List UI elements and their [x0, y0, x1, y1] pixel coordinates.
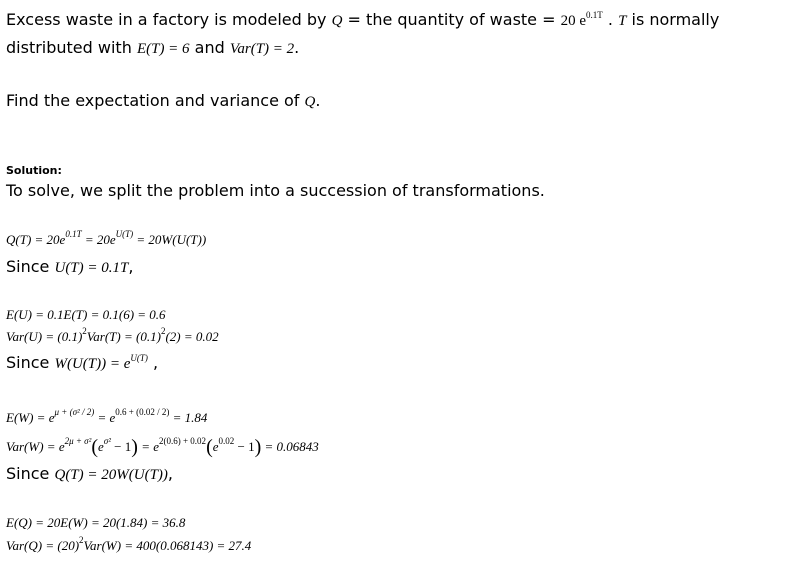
problem-text: = the quantity of waste =: [347, 10, 556, 29]
since-line-2: Since $W(U(T)) = e^{U(T)}$ ,: [6, 353, 159, 372]
variance-t-expression: Var(T) = 2: [229, 41, 295, 57]
equation-mean-w: $E(W) = e^{\mu + (\sigma^2 / 2)} = e^{0.6 + (0.02 / 2)} = 1.84$: [6, 407, 208, 425]
equation-mean-q: E(Q) = 20E(W) = 20(1.84) = 36.8: [6, 515, 186, 530]
waste-formula: 20 $e^{0.1T}$: [560, 10, 603, 29]
u-transform-expression: U(T) = 0.1T: [54, 260, 129, 276]
problem-text: is normally: [631, 10, 720, 29]
problem-line-2: distributed with E(T) = 6 and Var(T) = 2.: [6, 38, 300, 57]
question-text: Find the expectation and variance of: [6, 91, 300, 110]
problem-text: Excess waste in a factory is modeled by: [6, 10, 327, 29]
problem-text: distributed with: [6, 38, 132, 57]
equation-var-w: $Var(W) = e^{2\mu + \sigma^2}(e^{\sigma^2} - 1) = e^{2(0.6) + 0.02}(e^{0.02} - 1) = 0.06843$: [6, 436, 319, 458]
variable-q: Q: [331, 13, 343, 29]
equation-var-u: $Var(U) = (0.1)^2Var(T) = (0.1)^2(2) = 0.02$: [6, 326, 219, 344]
solution-intro: To solve, we split the problem into a succession of transformations.: [6, 181, 545, 200]
question-line: Find the expectation and variance of Q.: [6, 91, 321, 110]
since-line-3: Since Q(T) = 20W(U(T)),: [6, 464, 174, 483]
equation-var-q: $Var(Q) = (20)^2Var(W) = 400(0.068143) = 27.4$: [6, 535, 252, 553]
variable-t: T: [618, 13, 627, 29]
solution-heading: Solution:: [6, 164, 62, 177]
q-transform-expression: Q(T) = 20W(U(T)): [54, 467, 168, 483]
equation-mean-u: E(U) = 0.1E(T) = 0.1(6) = 0.6: [6, 307, 166, 322]
since-line-1: Since U(T) = 0.1T,: [6, 257, 134, 276]
mean-t-expression: E(T) = 6: [136, 41, 190, 57]
equation-q-of-t: $Q(T) = 20e^{0.1T} = 20e^{U(T)} = 20W(U(T))$: [6, 229, 207, 247]
problem-line-1: Excess waste in a factory is modeled by Q = the quantity of waste = 20 $e^{0.1T}$ . T is normally: [6, 10, 720, 29]
w-transform-expression: $W(U(T)) = e^{U(T)}$: [54, 353, 148, 372]
